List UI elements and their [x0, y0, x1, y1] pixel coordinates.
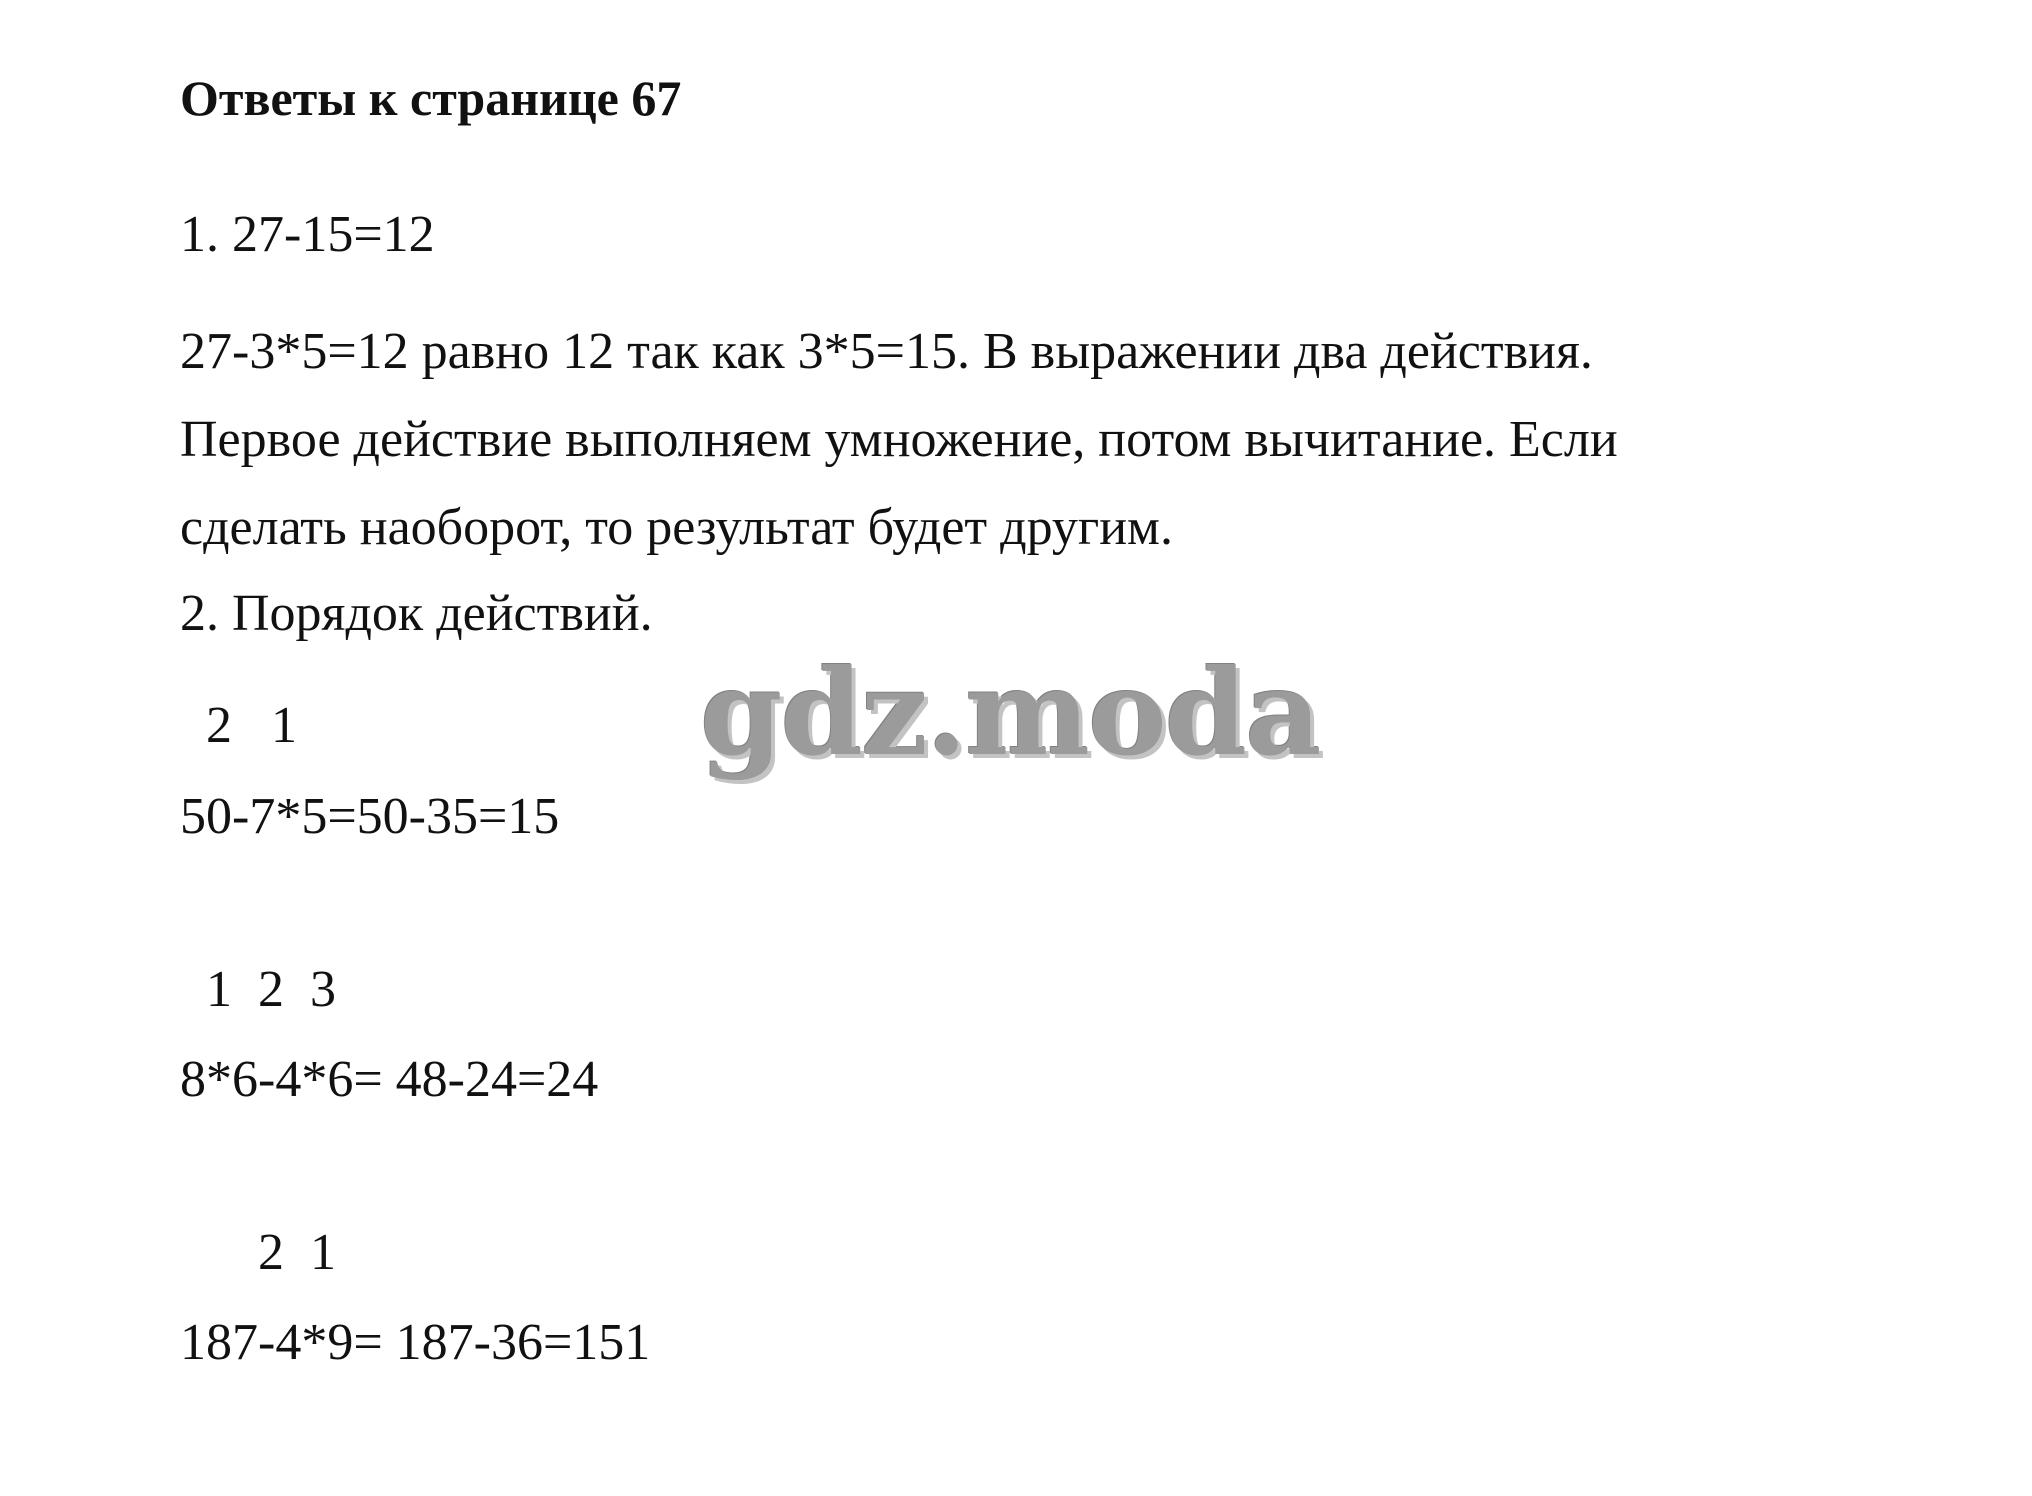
watermark-logo: gdz.moda — [700, 643, 1320, 782]
order-marks-2: 1 2 3 — [180, 961, 336, 1018]
order-marks-1: 2 1 — [180, 697, 297, 754]
task2-heading: 2. Порядок действий. — [180, 585, 653, 642]
expression-1: 50-7*5=50-35=15 — [180, 788, 560, 845]
task1-explanation-line-3: сделать наоборот, то результат будет другим. — [180, 499, 1173, 556]
task1-explanation-line-1: 27-3*5=12 равно 12 так как 3*5=15. В выражении два действия. — [180, 323, 1593, 380]
page-title: Ответы к странице 67 — [180, 70, 682, 126]
order-marks-3: 2 1 — [180, 1224, 336, 1281]
expression-3: 187-4*9= 187-36=151 — [180, 1314, 651, 1371]
task1-equation: 1. 27-15=12 — [180, 206, 435, 263]
task1-explanation-line-2: Первое действие выполняем умножение, потом вычитание. Если — [180, 411, 1618, 468]
expression-2: 8*6-4*6= 48-24=24 — [180, 1051, 599, 1108]
